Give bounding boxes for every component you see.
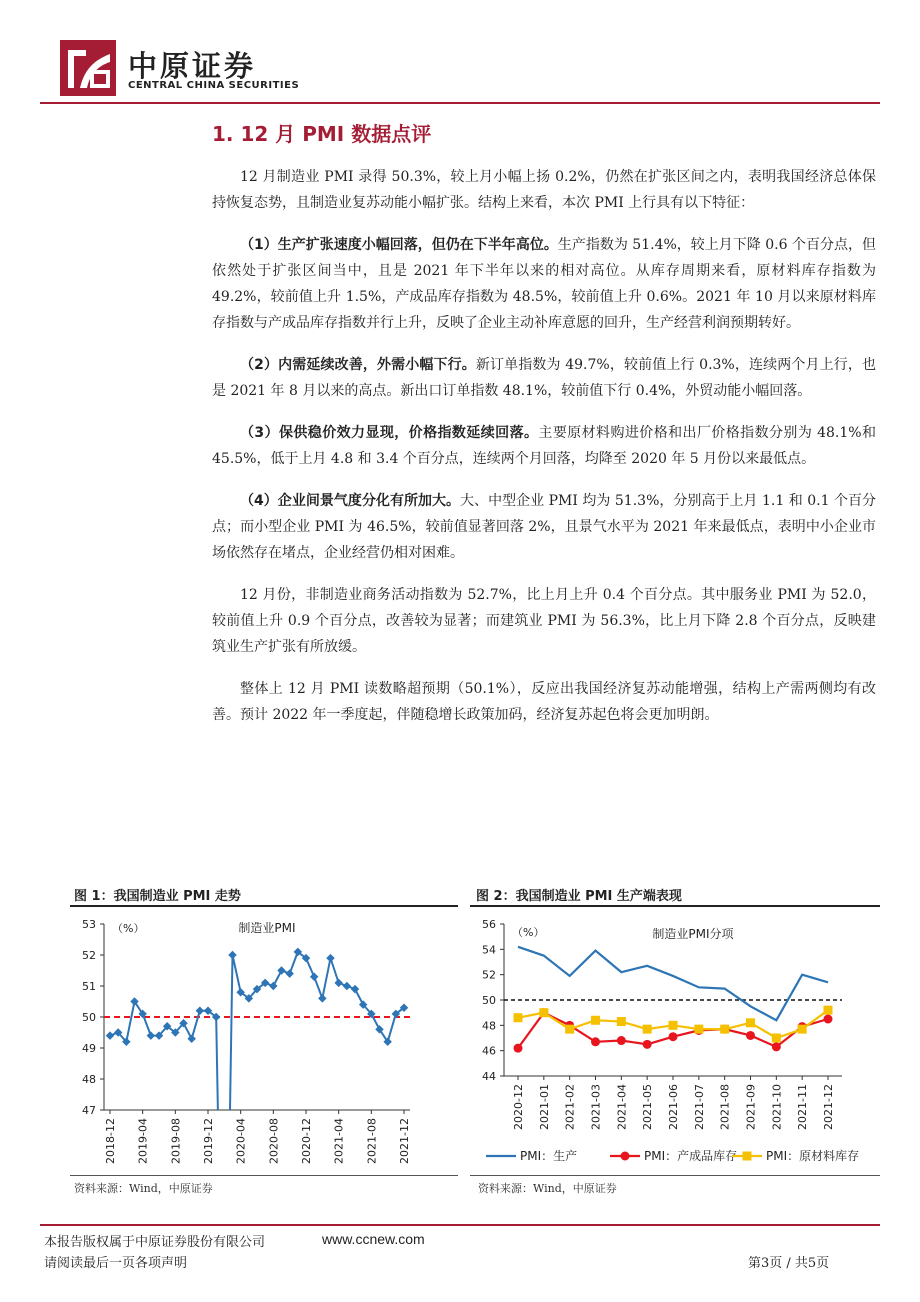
chart1-data-point xyxy=(147,1031,155,1039)
chart2-y-tick-label: 44 xyxy=(482,1070,496,1083)
chart2-point-raw-material-inventory xyxy=(539,1008,548,1017)
chart1-x-tick-label: 2020-12 xyxy=(300,1118,313,1164)
chart1-x-tick-label: 2020-08 xyxy=(267,1118,281,1164)
chart2-y-tick-label: 48 xyxy=(482,1019,496,1033)
chart2-point-raw-material-inventory xyxy=(565,1025,574,1034)
footer-page-number: 第3页 / 共5页 xyxy=(748,1256,830,1271)
chart2-legend-label: PMI：产成品库存 xyxy=(644,1149,738,1163)
chart1-x-tick-label: 2021-12 xyxy=(398,1118,411,1164)
chart1-x-tick-label: 2021-04 xyxy=(332,1118,346,1164)
chart2-legend-label: PMI：生产 xyxy=(520,1149,578,1163)
chart1-data-point xyxy=(351,985,359,993)
paragraph-enterprise: （4）企业间景气度分化有所加大。大、中型企业 PMI 均为 51.3%，分别高于上月 1.1 和 0.1 个百分点；而小型企业 PMI 为 46.5%，较前值显著回落 2%，且景气水平为 2021 年来最低点，表明中小企业市场依然存在堵点，企业经营仍相对困难。 xyxy=(212,493,876,561)
figure1-title: 图 1：我国制造业 PMI 走势 xyxy=(74,889,241,904)
chart1-data-point xyxy=(196,1007,204,1015)
figure2-source: 资料来源：Wind，中原证券 xyxy=(478,1182,617,1195)
chart1-data-point xyxy=(326,954,334,962)
paragraph-summary: 12 月制造业 PMI 录得 50.3%，较上月小幅上扬 0.2%，仍然在扩张区间之内，表明我国经济总体保持恢复态势，且制造业复苏动能小幅扩张。结构上来看，本次 PMI 上行具有以下特征： xyxy=(212,169,876,211)
figure2-chart xyxy=(470,908,880,1172)
chart2-point-raw-material-inventory xyxy=(514,1013,523,1022)
figure1-source: 资料来源：Wind，中原证券 xyxy=(74,1182,213,1195)
chart1-data-point xyxy=(106,1031,114,1039)
chart2-point-raw-material-inventory xyxy=(798,1025,807,1034)
chart1-data-point xyxy=(343,982,351,990)
chart1-data-point xyxy=(228,951,236,959)
chart1-y-tick-label: 53 xyxy=(82,918,96,931)
chart1-data-point xyxy=(310,972,318,980)
chart2-y-tick-label: 46 xyxy=(482,1044,496,1058)
chart2-legend-label: PMI：原材料库存 xyxy=(766,1149,860,1163)
chart1-x-tick-label: 2019-12 xyxy=(202,1118,215,1164)
chart2-y-tick-label: 52 xyxy=(482,968,496,982)
chart1-data-point xyxy=(285,969,293,977)
chart1-x-tick-label: 2020-04 xyxy=(234,1118,248,1164)
figure1-bottom-rule xyxy=(70,1175,458,1176)
paragraph-heading: （2）内需延续改善，外需小幅下行。 xyxy=(240,357,476,373)
chart1-y-tick-label: 47 xyxy=(82,1104,96,1117)
figure2-top-rule xyxy=(470,905,880,907)
chart2-point-finished-goods-inventory xyxy=(514,1044,523,1053)
paragraph-production: （1）生产扩张速度小幅回落，但仍在下半年高位。生产指数为 51.4%，较上月下降 0.6 个百分点，但依然处于扩张区间当中，且是 2021 年下半年以来的相对高位。从库存周期来看，原材料库存指数为 49.2%，较前值上升 1.5%，产成品库存指数为 48.5%，较前值上升 0.6%。2021 年 10 月以来原材料库存指数与产成品库存指数并行上升，反映了企业主动补库意愿的回升，生产经营利润预期转好。 xyxy=(212,237,876,331)
figure2-bottom-rule xyxy=(470,1175,880,1176)
chart2-point-finished-goods-inventory xyxy=(824,1015,833,1024)
chart2-x-tick-label: 2021-05 xyxy=(641,1084,655,1130)
paragraph-prices: （3）保供稳价效力显现，价格指数延续回落。主要原材料购进价格和出厂价格指数分别为 48.1%和 45.5%，低于上月 4.8 和 3.4 个百分点，连续两个月回落，均降至 2020 年 5 月份以来最低点。 xyxy=(212,425,876,467)
footer-divider xyxy=(40,1224,880,1226)
figure1-chart xyxy=(70,908,458,1172)
chart2-x-tick-label: 2021-01 xyxy=(537,1084,551,1130)
chart2-point-finished-goods-inventory xyxy=(669,1032,678,1041)
figure2-title: 图 2：我国制造业 PMI 生产端表现 xyxy=(476,889,682,904)
chart1-x-tick-label: 2019-08 xyxy=(169,1118,183,1164)
chart2-y-tick-label: 50 xyxy=(482,994,496,1007)
chart2-legend-marker xyxy=(621,1152,630,1161)
chart1-data-point xyxy=(318,994,326,1002)
chart1-y-tick-label: 52 xyxy=(82,949,96,962)
chart2-point-raw-material-inventory xyxy=(694,1025,703,1034)
chart2-point-raw-material-inventory xyxy=(746,1018,755,1027)
logo-english-name: CENTRAL CHINA SECURITIES xyxy=(128,80,300,91)
chart2-x-tick-label: 2021-07 xyxy=(692,1084,706,1130)
chart1-x-tick-label: 2021-08 xyxy=(365,1118,379,1164)
chart2-x-tick-label: 2021-06 xyxy=(667,1084,680,1130)
chart2-x-tick-label: 2021-10 xyxy=(770,1084,784,1130)
section-title: 1. 12 月 PMI 数据点评 xyxy=(212,122,432,146)
chart1-title: 制造业PMI xyxy=(238,921,296,935)
chart1-x-tick-label: 2018-12 xyxy=(104,1118,117,1164)
paragraph-heading: （4）企业间景气度分化有所加大。 xyxy=(240,493,461,509)
chart2-point-raw-material-inventory xyxy=(824,1006,833,1015)
chart2-point-finished-goods-inventory xyxy=(617,1036,626,1045)
chart2-point-raw-material-inventory xyxy=(591,1016,600,1025)
paragraph-heading: （3）保供稳价效力显现，价格指数延续回落。 xyxy=(240,425,539,441)
header-divider xyxy=(40,102,880,104)
chart1-y-unit: （%） xyxy=(112,922,145,935)
chart2-x-tick-label: 2021-04 xyxy=(615,1084,629,1130)
logo-chinese-name: 中原证券 xyxy=(128,49,257,83)
chart2-y-tick-label: 54 xyxy=(482,943,496,957)
chart1-data-point xyxy=(187,1034,195,1042)
chart2-x-tick-label: 2021-03 xyxy=(589,1084,603,1130)
report-body xyxy=(212,164,876,744)
chart2-x-tick-label: 2021-11 xyxy=(796,1084,810,1130)
chart2-line-finished-goods-inventory xyxy=(518,1013,828,1048)
chart2-x-tick-label: 2021-09 xyxy=(744,1084,758,1130)
chart2-line-production xyxy=(518,947,828,1020)
chart2-point-finished-goods-inventory xyxy=(643,1040,652,1049)
chart1-y-tick-label: 48 xyxy=(82,1073,96,1086)
chart1-data-point xyxy=(277,966,285,974)
chart2-title: 制造业PMI分项 xyxy=(652,927,734,941)
chart2-y-tick-label: 56 xyxy=(482,918,496,931)
chart2-legend-marker xyxy=(743,1152,752,1161)
logo-icon xyxy=(60,40,116,96)
paragraph-demand: （2）内需延续改善，外需小幅下行。新订单指数为 49.7%，较前值上行 0.3%，连续两个月上行，也是 2021 年 8 月以来的高点。新出口订单指数 48.1%，较前值下行 0.4%，外贸动能小幅回落。 xyxy=(212,357,876,399)
chart1-data-point xyxy=(334,979,342,987)
chart1-x-tick-label: 2019-04 xyxy=(136,1118,150,1164)
footer-disclaimer: 请阅读最后一页各项声明 xyxy=(44,1256,188,1271)
chart2-point-raw-material-inventory xyxy=(720,1025,729,1034)
chart2-x-tick-label: 2021-02 xyxy=(563,1084,577,1130)
footer-copyright: 本报告版权属于中原证券股份有限公司 xyxy=(44,1235,266,1250)
chart2-point-raw-material-inventory xyxy=(772,1034,781,1043)
chart2-point-finished-goods-inventory xyxy=(591,1037,600,1046)
chart1-y-tick-label: 50 xyxy=(82,1011,96,1024)
footer-website-link[interactable]: www.ccnew.com xyxy=(322,1231,425,1247)
chart1-y-tick-label: 49 xyxy=(82,1042,96,1055)
chart2-point-raw-material-inventory xyxy=(669,1021,678,1030)
paragraph-outlook: 整体上 12 月 PMI 读数略超预期（50.1%），反应出我国经济复苏动能增强，结构上产需两侧均有改善。预计 2022 年一季度起，伴随稳增长政策加码，经济复苏起色将会更加明朗。 xyxy=(212,681,876,723)
chart2-point-raw-material-inventory xyxy=(643,1025,652,1034)
paragraph-heading: （1）生产扩张速度小幅回落，但仍在下半年高位。 xyxy=(240,237,558,253)
chart2-y-unit: （%） xyxy=(512,926,545,939)
chart2-point-raw-material-inventory xyxy=(617,1017,626,1026)
chart2-point-finished-goods-inventory xyxy=(746,1031,755,1040)
chart2-x-tick-label: 2021-12 xyxy=(822,1084,835,1130)
chart2-point-finished-goods-inventory xyxy=(772,1042,781,1051)
chart1-y-tick-label: 51 xyxy=(82,980,96,993)
chart2-x-tick-label: 2021-08 xyxy=(718,1084,732,1130)
chart2-x-tick-label: 2020-12 xyxy=(512,1084,525,1130)
chart1-data-point xyxy=(269,982,277,990)
paragraph-nonmanufacturing: 12 月份，非制造业商务活动指数为 52.7%，比上月上升 0.4 个百分点。其中服务业 PMI 为 52.0，较前值上升 0.9 个百分点，改善较为显著；而建筑业 PMI 为 56.3%，比上月下降 2.8 个百分点，反映建筑业生产扩张有所放缓。 xyxy=(212,587,876,655)
figure1-top-rule xyxy=(70,905,458,907)
